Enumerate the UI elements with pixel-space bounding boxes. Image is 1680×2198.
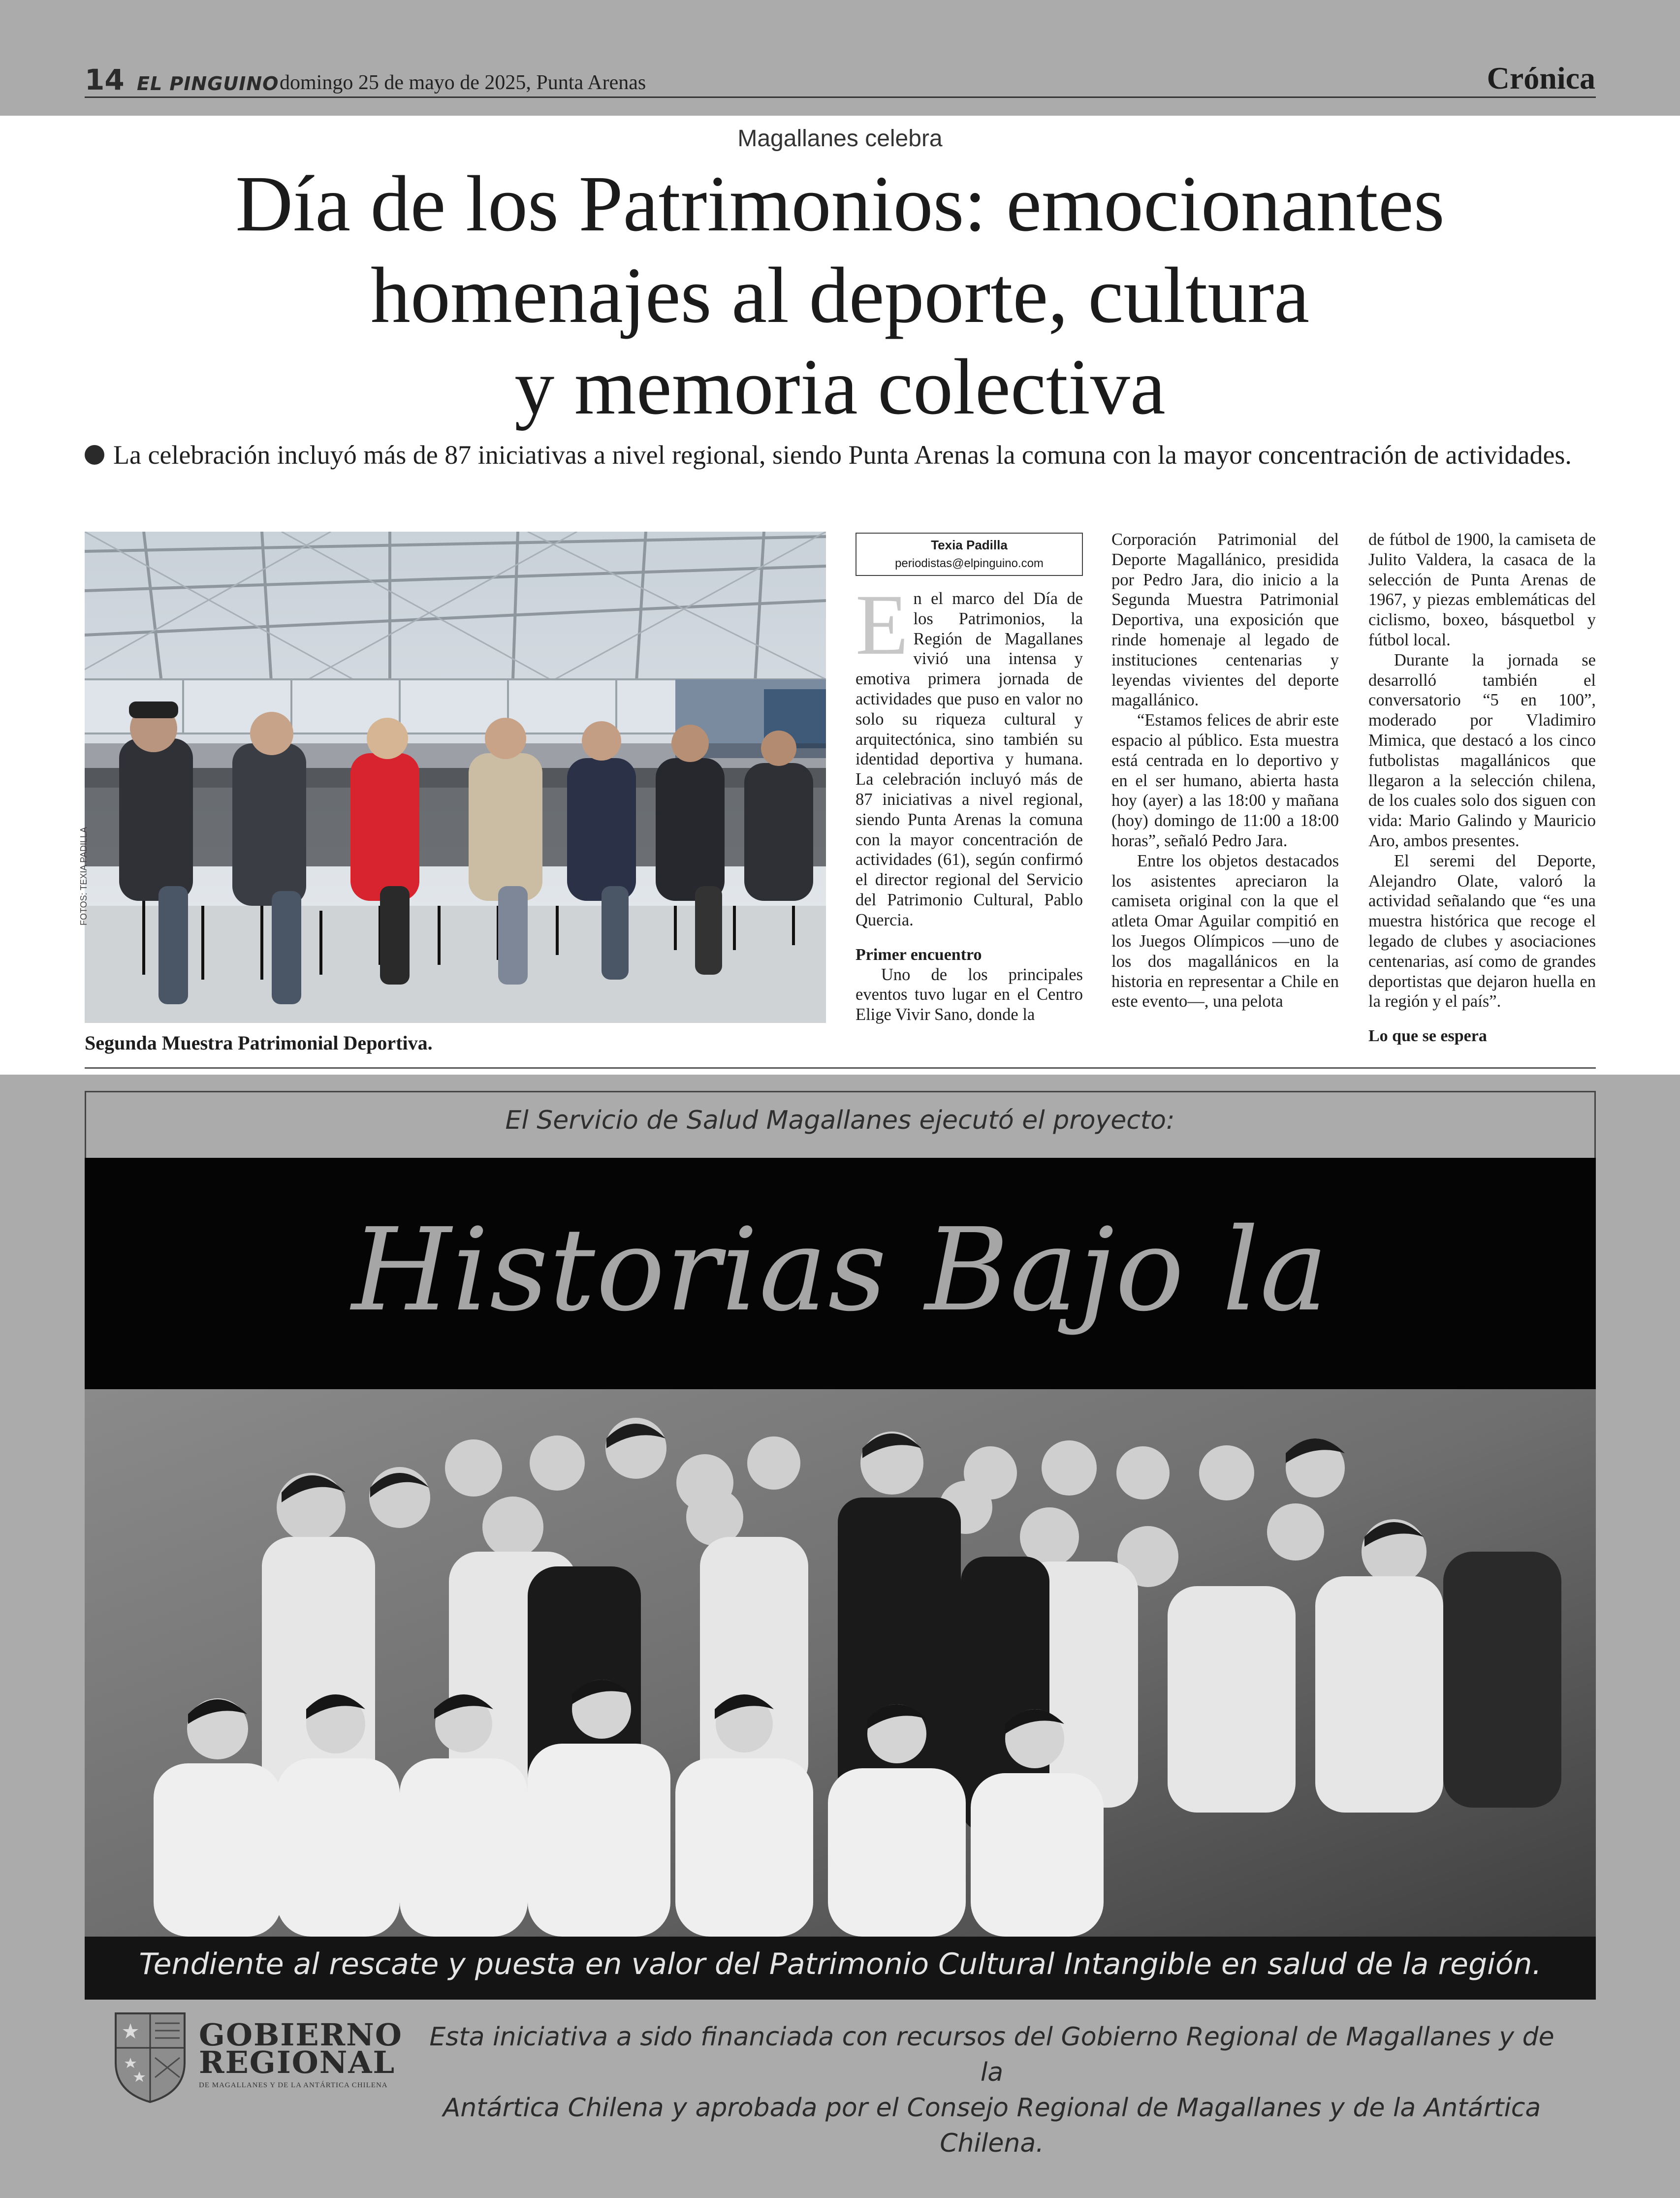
event-photo xyxy=(85,532,826,1023)
gobierno-regional-wordmark xyxy=(199,2017,403,2080)
summary xyxy=(85,437,1596,473)
paragraph: El seremi del Deporte, Alejandro Olate, valoró la actividad señalando que “es una muestra histórica que recoge el legado de clubes y asociaciones centenarias, así como de grandes deportistas que dejaron huella en la región y el país”. xyxy=(1368,851,1596,1011)
ad-tagline: Tendiente al rescate y puesta en valor del Patrimonio Cultural Intangible en salud de la región. xyxy=(139,1947,1542,1981)
gov-name-line: REGIONAL xyxy=(199,2044,396,2080)
paragraph: Corporación Patrimonial del Deporte Magallánico, presidida por Pedro Jara, dio inicio a la Segunda Muestra Patrimonial Deportiva, una exposición que rinde homenaje al legado de instituciones centenarias y leyendas vivientes del deporte magallánico. xyxy=(1111,530,1339,710)
section-title: Crónica xyxy=(1487,61,1595,96)
byline xyxy=(856,533,1083,576)
photo-caption: Segunda Muestra Patrimonial Deportiva. xyxy=(85,1032,433,1054)
byline-email: periodistas@elpinguino.com xyxy=(895,557,1044,570)
paragraph: Entre los objetos destacados los asistentes apreciaron la camiseta original con la que el atleta Omar Aguilar compitió en los Juegos Olímpicos —uno de los dos magallánicos en la historia en representar a Chile en este evento—, una pelota xyxy=(1111,851,1339,1011)
paragraph: Uno de los principales eventos tuvo lugar en el Centro Elige Vivir Sano, donde la xyxy=(856,965,1083,1024)
header-rule xyxy=(85,96,1596,98)
historic-group-photo xyxy=(85,1389,1596,1937)
article-column-3 xyxy=(1368,530,1596,1054)
gobierno-regional-shield-icon xyxy=(111,2008,190,2105)
bullet-icon xyxy=(85,445,104,465)
funding-line: Esta iniciativa a sido financiada con recursos del Gobierno Regional de Magallanes y de la xyxy=(429,2022,1554,2087)
header-band xyxy=(0,0,1680,116)
subheading: Primer encuentro xyxy=(856,945,982,964)
dropcap: E xyxy=(856,589,909,673)
photo-credit: FOTOS: TEXIA PADILLA xyxy=(79,827,89,925)
paragraph: n el marco del Día de los Patrimonios, la Región de Magallanes vivió una intensa y emotiva primera jornada de actividades que puso en valor no solo su riqueza cultural y arquitectónica, sino también su identidad deportiva y humana. La celebración incluyó más de 87 iniciativas a nivel regional, siendo Punta Arenas la comuna con la mayor concentración de actividades (61), según confirmó el director regional del Servicio del Patrimonio Cultural, Pablo Quercia. xyxy=(856,589,1083,929)
gov-subtitle: DE MAGALLANES Y DE LA ANTÁRTICA CHILENA xyxy=(199,2081,388,2089)
ad-title: Historias Bajo la xyxy=(351,1204,1329,1337)
paragraph: Durante la jornada se desarrolló también el conversatorio “5 en 100”, moderado por Vladimiro Mimica, que destacó a los cinco futbolistas magallánicos que llegaron a la selección chilena, de los cuales solo dos siguen con vida: Mario Galindo y Mauricio Aro, ambos presentes. xyxy=(1368,650,1596,850)
ad-intro: El Servicio de Salud Magallanes ejecutó el proyecto: xyxy=(505,1106,1175,1135)
article-rule xyxy=(85,1067,1596,1069)
subheading: Lo que se espera xyxy=(1368,1027,1487,1046)
funding-line: Antártica Chilena y aprobada por el Consejo Regional de Magallanes y de la Antártica Chilena. xyxy=(443,2093,1541,2158)
article-column-2 xyxy=(1111,530,1339,1054)
funding-note xyxy=(418,2019,1565,2161)
article-column-1 xyxy=(856,589,1083,1054)
headline xyxy=(59,159,1621,433)
headline-line: Día de los Patrimonios: emocionantes xyxy=(235,160,1445,248)
headline-line: homenajes al deporte, cultura xyxy=(370,252,1310,340)
summary-text: La celebración incluyó más de 87 iniciativas a nivel regional, siendo Punta Arenas la comuna con la mayor concentración de actividades. xyxy=(113,440,1572,470)
headline-line: y memoria colectiva xyxy=(514,343,1166,431)
dateline: domingo 25 de mayo de 2025, Punta Arenas xyxy=(280,71,646,94)
masthead-logo: EL PINGUINO xyxy=(137,73,279,95)
paragraph: “Estamos felices de abrir este espacio al público. Esta muestra está centrada en lo deportivo y en el ser humano, abierta hasta hoy (ayer) a las 18:00 y mañana (hoy) domingo de 11:00 a 18:00 horas”, señaló Pedro Jara. xyxy=(1111,711,1339,850)
gov-name-line: GOBIERNO xyxy=(199,2017,403,2053)
paragraph: de fútbol de 1900, la camiseta de Julito Valdera, la casaca de la selección de Punta Arenas de 1967, y piezas emblemáticas del ciclismo, boxeo, básquetbol y fútbol local. xyxy=(1368,530,1596,649)
page-number: 14 xyxy=(85,63,125,96)
byline-name: Texia Padilla xyxy=(931,538,1008,552)
kicker: Magallanes celebra xyxy=(737,126,943,152)
